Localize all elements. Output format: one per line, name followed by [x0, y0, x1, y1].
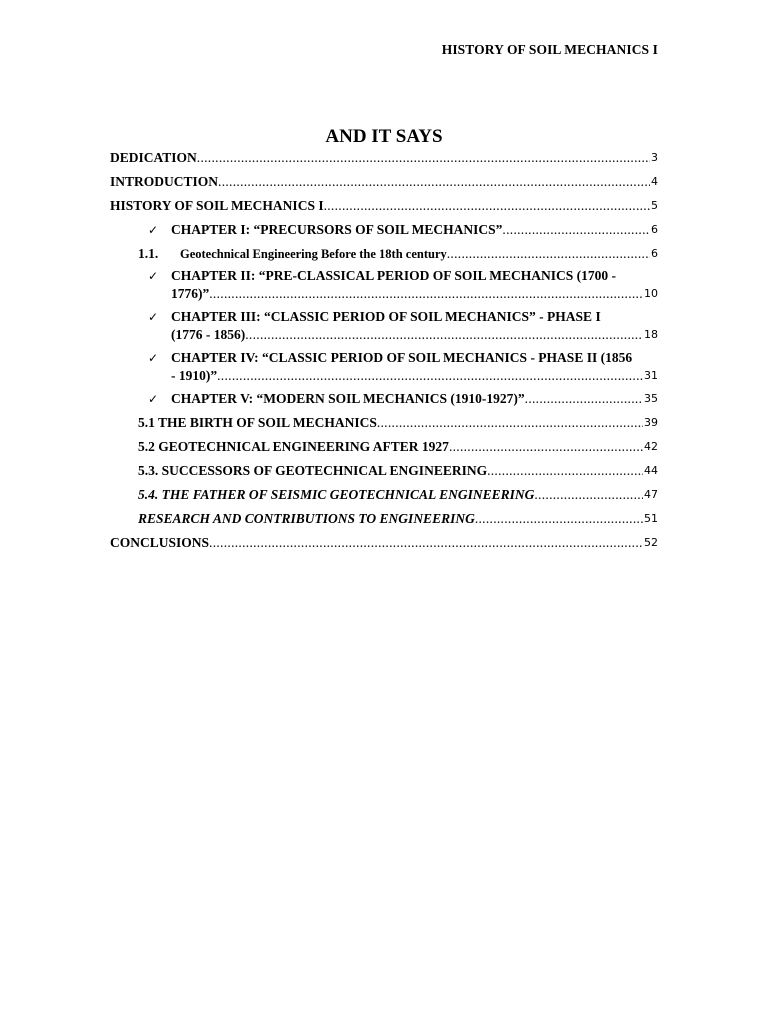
- toc-entry-text-line2: - 1910)”: [171, 368, 218, 383]
- dot-leader: [449, 438, 643, 456]
- checkmark-icon: ✓: [148, 310, 159, 324]
- toc-page-number: 18: [644, 328, 658, 341]
- toc-page-number: 39: [644, 416, 658, 429]
- toc-entry-text: INTRODUCTION: [110, 174, 219, 189]
- dot-leader: [209, 285, 643, 303]
- dot-leader: [377, 414, 643, 432]
- toc-page-number: 3: [651, 151, 658, 164]
- toc-entry-text: DEDICATION: [110, 150, 197, 165]
- toc-entry-text: 5.1 THE BIRTH OF SOIL MECHANICS: [138, 415, 377, 430]
- toc-page-number: 35: [644, 392, 658, 405]
- toc-entry-conclusions[interactable]: [110, 534, 658, 552]
- checkmark-icon: ✓: [148, 392, 159, 406]
- table-of-contents: [110, 146, 658, 552]
- running-header: HISTORY OF SOIL MECHANICS I: [441, 42, 658, 57]
- toc-entry-text-line1: CHAPTER III: “CLASSIC PERIOD OF SOIL MECHANICS” - PHASE I: [171, 309, 601, 324]
- toc-page-number: 52: [644, 536, 658, 549]
- toc-entry-chapter-5[interactable]: [110, 390, 658, 408]
- toc-entry-history[interactable]: [110, 197, 658, 215]
- toc-entry-chapter-4[interactable]: [110, 349, 658, 385]
- dot-leader: [475, 510, 643, 528]
- toc-entry-text: CHAPTER I: “PRECURSORS OF SOIL MECHANICS”: [171, 222, 503, 237]
- toc-page-number: 47: [644, 488, 658, 501]
- toc-entry-text-wrap: [138, 245, 447, 263]
- dot-leader: [217, 367, 643, 385]
- checkmark-icon: ✓: [148, 269, 159, 283]
- toc-entry-text: Geotechnical Engineering Before the 18th century: [180, 247, 447, 261]
- toc-entry-text-line2: (1776 - 1856): [171, 327, 246, 342]
- dot-leader: [534, 486, 643, 504]
- dot-leader: [502, 221, 650, 239]
- toc-page-number: 10: [644, 287, 658, 300]
- toc-page-number: 44: [644, 464, 658, 477]
- toc-entry-section-1-1[interactable]: [110, 245, 658, 263]
- checkmark-icon: ✓: [148, 223, 159, 237]
- toc-entry-introduction[interactable]: [110, 173, 658, 191]
- dot-leader: [197, 149, 650, 167]
- page-title: AND IT SAYS: [325, 126, 443, 147]
- toc-entry-text: 5.2 GEOTECHNICAL ENGINEERING AFTER 1927: [138, 439, 449, 454]
- toc-entry-research[interactable]: [110, 510, 658, 528]
- toc-entry-section-5-3[interactable]: [110, 462, 658, 480]
- toc-page-number: 31: [644, 369, 658, 382]
- toc-entry-chapter-1[interactable]: [110, 221, 658, 239]
- section-number: 1.1.: [138, 246, 159, 261]
- toc-entry-section-5-1[interactable]: [110, 414, 658, 432]
- toc-page-number: 42: [644, 440, 658, 453]
- toc-entry-chapter-2[interactable]: [110, 267, 658, 303]
- toc-page-number: 6: [651, 247, 658, 260]
- dot-leader: [487, 462, 643, 480]
- toc-entry-section-5-4[interactable]: [110, 486, 658, 504]
- dot-leader: [218, 173, 650, 191]
- dot-leader: [525, 390, 643, 408]
- dot-leader: [209, 534, 643, 552]
- toc-entry-chapter-3[interactable]: [110, 308, 658, 344]
- toc-entry-text: HISTORY OF SOIL MECHANICS I: [110, 198, 324, 213]
- toc-entry-text: 5.4. THE FATHER OF SEISMIC GEOTECHNICAL ENGINEERING: [138, 487, 535, 502]
- dot-leader: [324, 197, 650, 215]
- toc-entry-text: 5.3. SUCCESSORS OF GEOTECHNICAL ENGINEERING: [138, 463, 488, 478]
- toc-entry-text-line1: CHAPTER II: “PRE-CLASSICAL PERIOD OF SOIL MECHANICS (1700 -: [171, 268, 617, 283]
- checkmark-icon: ✓: [148, 351, 159, 365]
- toc-entry-text: CONCLUSIONS: [110, 535, 210, 550]
- toc-entry-section-5-2[interactable]: [110, 438, 658, 456]
- dot-leader: [245, 326, 643, 344]
- toc-entry-text: CHAPTER V: “MODERN SOIL MECHANICS (1910-1927)”: [171, 391, 525, 406]
- toc-entry-text-line2: 1776)”: [171, 286, 210, 301]
- toc-page-number: 4: [651, 175, 658, 188]
- toc-entry-text-line1: CHAPTER IV: “CLASSIC PERIOD OF SOIL MECHANICS - PHASE II (1856: [171, 350, 633, 365]
- toc-page-number: 6: [651, 223, 658, 236]
- dot-leader: [447, 245, 650, 263]
- toc-page-number: 5: [651, 199, 658, 212]
- toc-page-number: 51: [644, 512, 658, 525]
- toc-entry-text: RESEARCH AND CONTRIBUTIONS TO ENGINEERING: [138, 511, 475, 526]
- toc-entry-dedication[interactable]: [110, 149, 658, 167]
